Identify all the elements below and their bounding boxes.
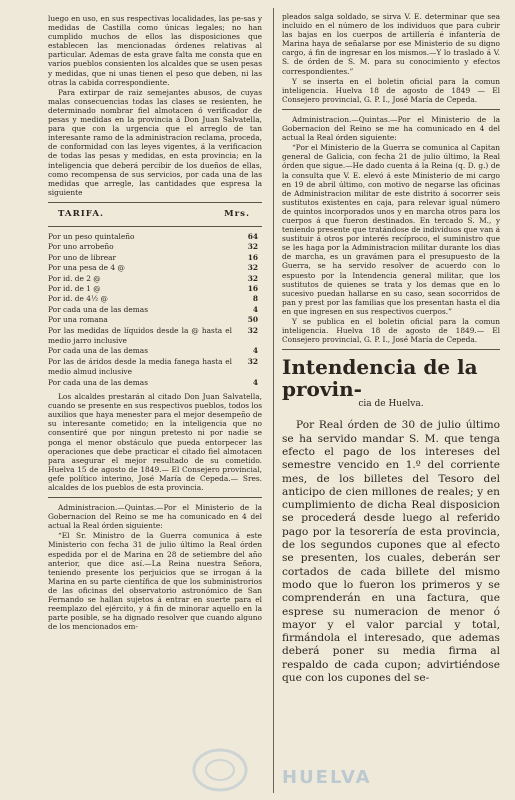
tarifa-value: 16 [247, 252, 258, 262]
watermark-text: HUELVA [282, 767, 372, 788]
tarifa-item: Por cada una de las demas [48, 377, 148, 387]
tarifa-title: TARIFA. [58, 208, 105, 219]
tarifa-row [48, 315, 262, 325]
tarifa-table [48, 232, 262, 388]
divider [48, 497, 262, 498]
section-subtitle: cia de Huelva. [358, 399, 424, 410]
tarifa-item: Por una pesa de 4 @ [48, 263, 125, 273]
tarifa-value: 32 [247, 263, 258, 273]
paragraph-quintas-heading: Administracion.—Quintas.—Por el Ministerio de la Gobernacion del Reino se me ha comunicado en 4 del actual la Real órden siguiente: [48, 503, 262, 531]
tarifa-row [48, 242, 262, 252]
paragraph-intendencia: Por Real órden de 30 de julio último se ha servido mandar S. M. que tenga efecto el pago de los intereses del semestre vencido en 1.º del corriente mes, de los billetes del Tesoro del anticipo de cien millones de reales; y en cumplimiento de dicha Real disposicion se procederá desde luego al referido pago por la tesorería de esta provincia, de los segundos cupones que al efecto se presenten, los cuales, deberán ser cortados de cada billete del mismo modo que lo fueron los primeros y se comprenderán en una factura, que esprese su numeracion de menor ó mayor y el valor parcial y total, firmándola el interesado, que ademas deberá poner su media firma al respaldo de cada cupon; advirtiéndose que con los cupones del se- [282, 419, 500, 685]
tarifa-item: Por cada una de las demas [48, 304, 148, 314]
divider [48, 202, 262, 203]
tarifa-row [48, 253, 262, 263]
column-rule [273, 8, 274, 793]
paragraph-real-orden-marina: “El Sr. Ministro de la Guerra comunica á este Ministerio con fecha 31 de julio último la Real órden espedida por el de Marina en 28 de setiembre del año anterior, que dice así.—La Reina nuestra Señora, teniendo presente los perjuicios que se irrogan á la Marina en su parte científica de que los subministrorios de las oficinas del observatorio astronómico de San Fernando se hallan sujetos á entrar en suerte para el reemplazo del ejército, y á fin de minorar aquello en la parte posible, se ha dignado resolver que cuando alguno de los mencionados em- [48, 531, 262, 632]
tarifa-value: 4 [252, 304, 258, 314]
right-column [282, 12, 500, 686]
tarifa-row [48, 274, 262, 284]
paragraph-appointment: Para extirpar de raiz semejantes abusos, de cuyas malas consecuencias todas las clases se resienten, he determinado nombrar fiel almotacen ó verificador de pesas y medidas en la provincia á Don Juan Salvatella, para que con la urgencia que el arreglo de tan interesante ramo de la administracion reclama, proceda, de conformidad con las leyes vigentes, á la verificacion de todas las pesas y medidas, en esta provincia; en la inteligencia que deberá percibir de los dueños de ellas, como recompensa de sus servicios, por cada una de las medidas que arregle, las cantidades que espresa la siguiente [48, 87, 262, 197]
tarifa-value: 32 [247, 356, 258, 366]
tarifa-row [48, 284, 262, 294]
divider [282, 109, 500, 110]
tarifa-value: 64 [247, 231, 258, 241]
paragraph-quintas-heading-2: Administracion.—Quintas.—Por el Ministerio de la Gobernacion del Reino se me ha comunicado en 4 del actual la Real órden siguiente: [282, 114, 500, 143]
tarifa-item: Por una romana [48, 315, 108, 325]
tarifa-row [48, 232, 262, 242]
tarifa-row [48, 378, 262, 388]
tarifa-unit: Mrs. [224, 208, 250, 219]
tarifa-header [48, 208, 262, 221]
paragraph-publication-2: Y se publica en el boletin oficial para la comun inteligencia. Huelva 18 de agosto de 1849.— El Consejero provincial, G. P. I., José María de Cepeda. [282, 317, 500, 345]
tarifa-row [48, 346, 262, 356]
divider [282, 349, 500, 350]
tarifa-item: Por uno de librear [48, 252, 117, 262]
left-column [48, 14, 262, 632]
tarifa-item: Por id. de 4½ @ [48, 294, 108, 304]
tarifa-value: 8 [252, 294, 258, 304]
tarifa-value: 32 [247, 273, 258, 283]
tarifa-value: 32 [247, 242, 258, 252]
paragraph-real-orden-guerra: “Por el Ministerio de la Guerra se comunica al Capitan general de Galicia, con fecha 21 de julio último, la Real órden que sigue.—He dado cuenta á la Reina (q. D. g.) de la consulta que V. E. elevó á este Ministerio de mi cargo en 19 de abril último, con motivo de negarse las oficinas de Administracion militar de este distrito á socorrer seis sustitutos existentes en caja, para relevar igual número de quintos incorporados unos y en marcha otros para los cuerpos á que fueron destinados. En tercado S. M., y teniendo presente que tratándose de individuos que van á sustituir á otros por interés recíproco, el suministro que se les haga por la Administracion militar durante los dias de marcha, es un gravámen para el presupuesto de la Guerra, se ha servido resolver de acuerdo con lo espuesto por la Intendencia general militar, que los sustitutos de quienes se trata y los demas que en lo sucesivo puedan hallarse en su caso, sean socorridos de pan y prest por las familias que los presentan hasta el dia en que ingresen en sus respectivos cuerpos.” [282, 143, 500, 316]
tarifa-row [48, 294, 262, 304]
tarifa-value: 16 [247, 284, 258, 293]
divider [48, 226, 262, 227]
tarifa-value: 4 [252, 377, 258, 387]
tarifa-value: 4 [252, 346, 258, 356]
tarifa-row [48, 326, 262, 347]
tarifa-item: Por cada una de las demas [48, 346, 148, 356]
tarifa-row [48, 357, 262, 378]
tarifa-item: Por un peso quintaleño [48, 231, 135, 241]
tarifa-item: Por uno arrobeño [48, 242, 114, 252]
tarifa-value: 50 [247, 315, 258, 325]
paragraph-weights-intro: luego en uso, en sus respectivas localidades, las pe-sas y medidas de Castilla como únicas legales; no han cumplido muchos de ellos las disposiciones que establecen las mencionadas órdenes relativas al particular. Ademas de esta grave falta me consta que en varios pueblos consienten los alcaldes que se usen pesas y medidas, que ni unas tienen el peso que deben, ni las otras la cabida correspondiente. [48, 14, 262, 87]
tarifa-row [48, 263, 262, 273]
tarifa-item: Por las de áridos desde la media fanega hasta el medio almud inclusive [48, 356, 232, 377]
paragraph-alcaldes: Los alcaldes prestarán al citado Don Juan Salvatella, cuando se presente en sus respectivos pueblos, todos los auxilios que haya menester para el mejor desempeño de su interesante cometido; en la inteligencia que no consentiré que por ningun pretesto ni por nadie se ponga el menor obstáculo que pueda entorpecer las operaciones que debe practicar el citado fiel almotacen para asegurar el mejor resultado de su cometido. Huelva 15 de agosto de 1849.— El Consejero provincial, gefe político interino, José María de Cepeda.— Sres. alcaldes de los pueblos de esta provincia. [48, 392, 262, 492]
tarifa-item: Por id. de 1 @ [48, 284, 101, 293]
tarifa-value: 32 [247, 325, 258, 335]
tarifa-row [48, 305, 262, 315]
tarifa-item: Por id. de 2 @ [48, 273, 101, 283]
tarifa-item: Por las medidas de líquidos desde la @ hasta el medio jarro inclusive [48, 325, 232, 346]
paragraph-publication-1: Y se inserta en el boletin oficial para la comun inteligencia. Huelva 18 de agosto de 1849 — El Consejero provincial, G. P. I., José María de Cepeda. [282, 76, 500, 104]
intendencia-body [282, 419, 500, 685]
paragraph-continuation: pleados salga soldado, se sirva V. E. determinar que sea incluido en el número de los individuos que para cubrir las bajas en los cuerpos de artillería é infantería de Marina haya de señalarse por ese Ministerio de su digno cargo, á fin de ingresar en los mismos.—Y lo traslado á V. S. de órden de S. M. para su conocimiento y efectos correspondientes.” [282, 12, 500, 76]
section-title: Intendencia de la provin- [282, 355, 478, 402]
